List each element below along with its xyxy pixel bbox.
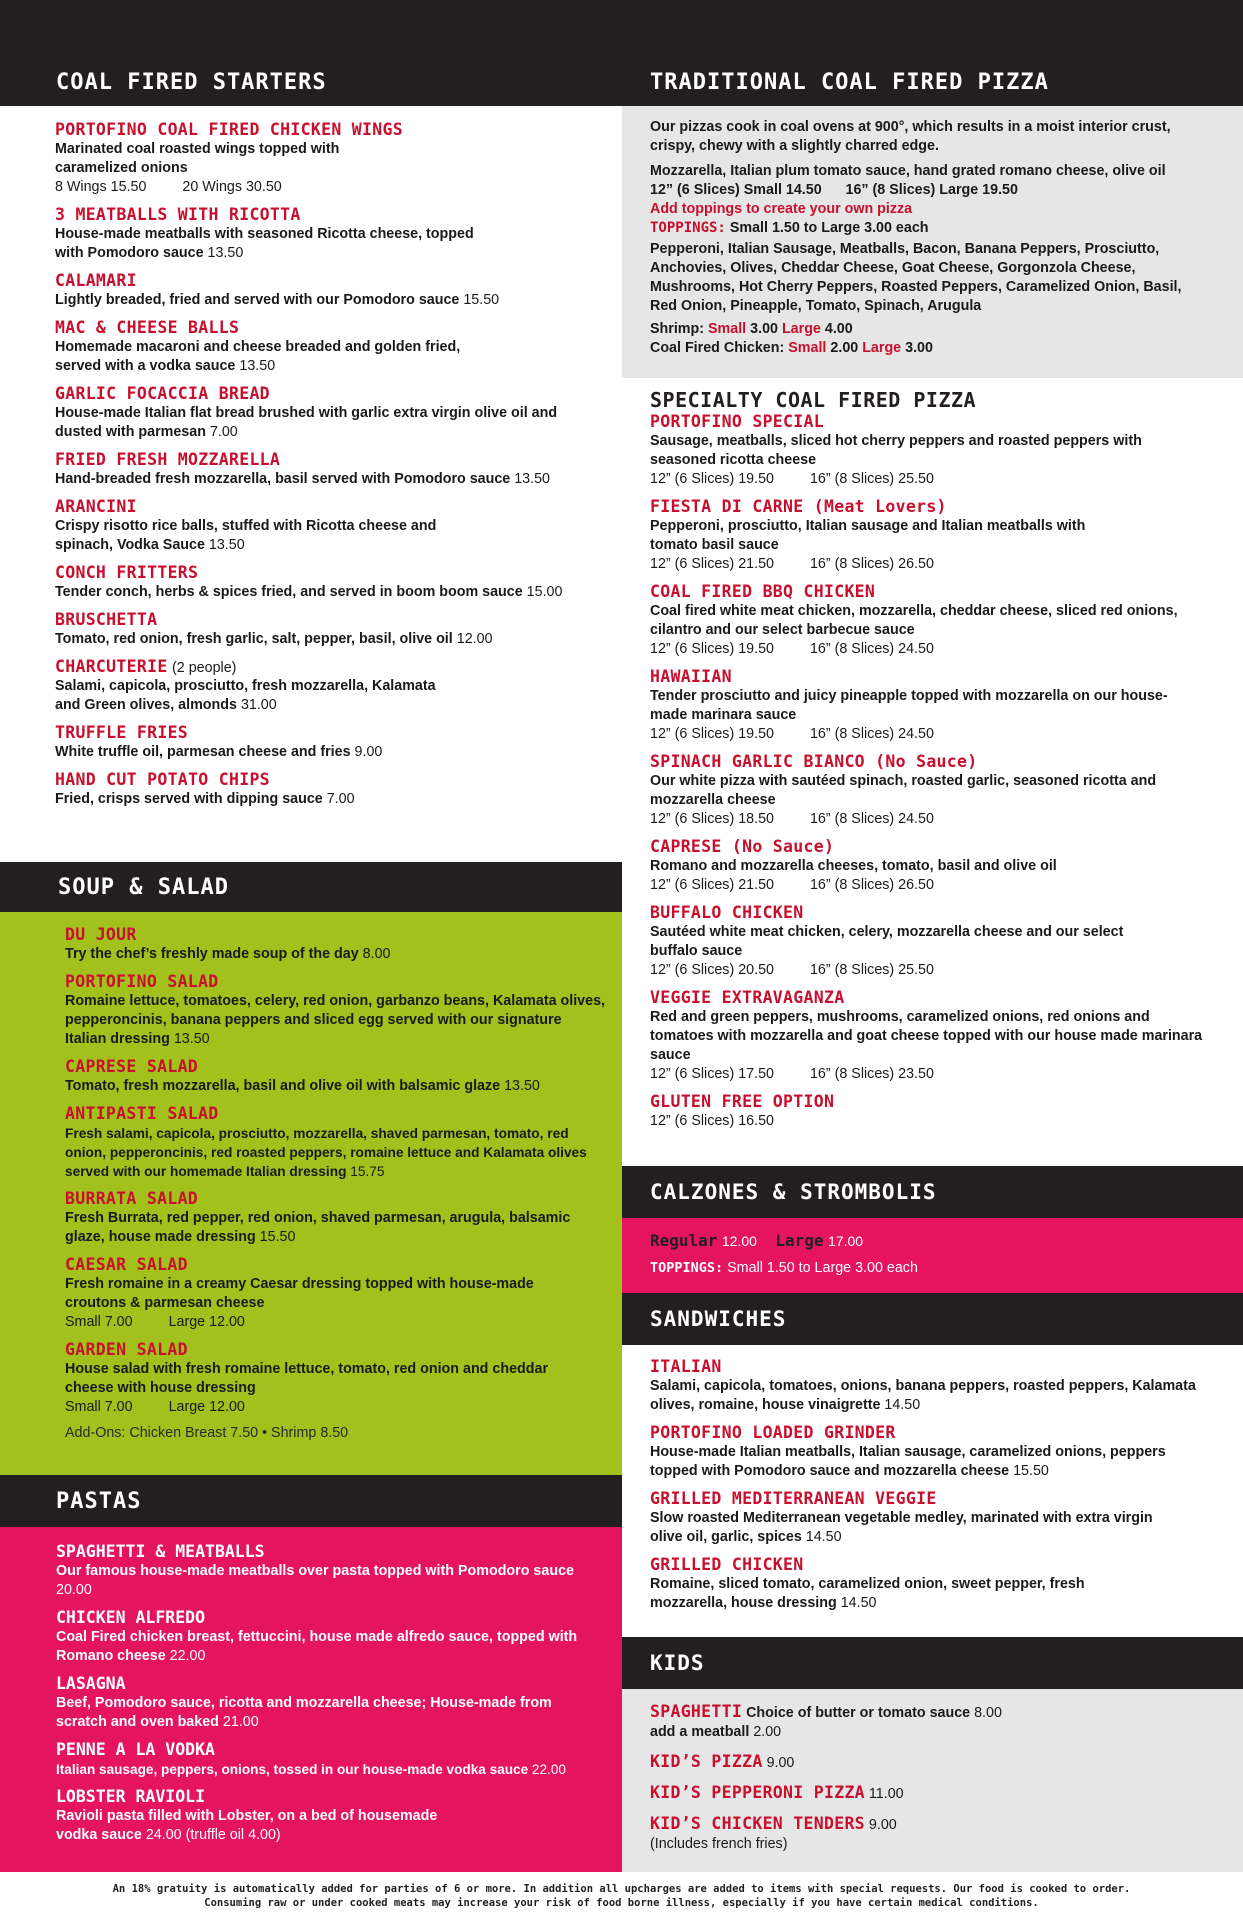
item-name: CAPRESE SALAD: [65, 1057, 199, 1076]
item-price: 11.00: [868, 1786, 904, 1802]
menu-item: [650, 582, 1210, 659]
item-desc: Fried, crisps served with dipping sauce: [55, 791, 323, 807]
item-name: BURRATA SALAD: [65, 1189, 199, 1208]
item-price: 16” (8 Slices) 23.50: [809, 1066, 934, 1082]
menu-item: [55, 497, 615, 555]
item-price: 16” (8 Slices) 25.50: [809, 471, 934, 487]
menu-item: [650, 1357, 1210, 1415]
menu-item: [650, 1783, 1210, 1804]
size-label: Small: [788, 340, 827, 356]
price-value: 3.00: [750, 321, 778, 337]
item-price: 12” (6 Slices) 19.50: [650, 641, 774, 657]
item-name: GARDEN SALAD: [65, 1340, 188, 1359]
item-desc: Slow roasted Mediterranean vegetable medley, marinated with extra virgin olive oil, garlic, spices: [650, 1510, 1153, 1545]
item-desc: Romaine lettuce, tomatoes, celery, red onion, garbanzo beans, Kalamata olives, pepperoncinis, banana peppers and sliced egg served with our signature Italian dressing: [65, 993, 606, 1047]
price-value: 2.00: [830, 340, 859, 356]
shrimp-label: Shrimp:: [650, 321, 705, 337]
menu-item: [55, 384, 615, 442]
pizza-add-note: Add toppings to create your own pizza: [650, 201, 913, 217]
regular-label: Regular: [650, 1231, 718, 1250]
item-name: ANTIPASTI SALAD: [65, 1104, 219, 1123]
item-price: 8 Wings 15.50: [55, 179, 147, 195]
item-name: KID’S PEPPERONI PIZZA: [650, 1783, 865, 1802]
pastas-section: [56, 1542, 606, 1853]
menu-item: [56, 1674, 606, 1732]
item-desc: Tomato, red onion, fresh garlic, salt, pepper, basil, olive oil: [55, 631, 453, 647]
item-name: SPAGHETTI & MEATBALLS: [56, 1542, 265, 1561]
item-name: HAWAIIAN: [650, 667, 732, 686]
item-price: 13.50: [239, 358, 276, 374]
item-price: 13.50: [208, 537, 245, 553]
item-desc: Salami, capicola, prosciutto, fresh mozzarella, Kalamata and Green olives, almonds: [55, 678, 436, 713]
item-name: FIESTA DI CARNE (Meat Lovers): [650, 497, 947, 516]
menu-item: [56, 1740, 606, 1779]
item-desc: Tender conch, herbs & spices fried, and served in boom boom sauce: [55, 584, 523, 600]
item-price: 13.50: [207, 245, 244, 261]
menu-item: [55, 318, 615, 376]
item-price: 13.50: [514, 471, 551, 487]
item-desc: House-made Italian meatballs, Italian sausage, caramelized onions, peppers topped with Pomodoro sauce and mozzarella cheese: [650, 1444, 1166, 1479]
size-label: Large: [862, 340, 902, 356]
item-desc: Pepperoni, prosciutto, Italian sausage and Italian meatballs with tomato basil sauce: [650, 518, 1086, 553]
pizza-base: Mozzarella, Italian plum tomato sauce, hand grated romano cheese, olive oil: [650, 163, 1166, 179]
item-price: 21.00: [222, 1714, 259, 1730]
menu-item: [65, 1255, 605, 1332]
toppings-label: TOPPINGS:: [650, 1260, 724, 1276]
item-name: TRUFFLE FRIES: [55, 723, 189, 742]
item-price: 12.00: [456, 631, 493, 647]
item-price: 31.00: [240, 697, 277, 713]
menu-item: [650, 1489, 1210, 1547]
item-price: 15.75: [350, 1164, 385, 1179]
menu-item: [650, 903, 1210, 980]
specialty-title: SPECIALTY COAL FIRED PIZZA: [650, 388, 977, 412]
large-label: Large: [775, 1231, 824, 1250]
traditional-title: TRADITIONAL COAL FIRED PIZZA: [650, 70, 1049, 95]
chicken-label: Coal Fired Chicken:: [650, 340, 785, 356]
item-name: CHICKEN ALFREDO: [56, 1608, 206, 1627]
item-price: 9.00: [868, 1817, 897, 1833]
soup-salad-section: [65, 925, 605, 1441]
item-name: CHARCUTERIE: [55, 657, 168, 676]
item-sub: add a meatball: [650, 1724, 750, 1740]
item-desc: Romaine, sliced tomato, caramelized onion, sweet pepper, fresh mozzarella, house dressing: [650, 1576, 1085, 1611]
item-name: COAL FIRED BBQ CHICKEN: [650, 582, 876, 601]
item-desc: House salad with fresh romaine lettuce, tomato, red onion and cheddar cheese with house dressing: [65, 1361, 549, 1396]
item-name: CAPRESE (No Sauce): [650, 837, 835, 856]
item-name: PORTOFINO LOADED GRINDER: [650, 1423, 896, 1442]
item-name: CONCH FRITTERS: [55, 563, 199, 582]
pizza-sizes: 12” (6 Slices) Small 14.50 16” (8 Slices) Large 19.50: [650, 182, 1018, 198]
large-price: 17.00: [828, 1233, 864, 1249]
item-price: 9.00: [766, 1755, 795, 1771]
specialty-section: [650, 412, 1210, 1139]
item-desc: Red and green peppers, mushrooms, caramelized onions, red onions and tomatoes with mozzarella and goat cheese topped with our house made marinara sauce: [650, 1009, 1203, 1063]
menu-item: [650, 1814, 1210, 1854]
item-price: 14.50: [805, 1529, 842, 1545]
toppings-list: Pepperoni, Italian Sausage, Meatballs, Bacon, Banana Peppers, Prosciutto, Anchovies, Olives, Cheddar Cheese, Goat Cheese, Gorgonzola Cheese, Mushrooms, Hot Cherry Peppers, Roasted Peppers, Caramelized Onion, Basil, Red Onion, Pineapple, Tomato, Spinach, Arugula: [650, 241, 1182, 314]
menu-item: [650, 1702, 1210, 1742]
kids-title: KIDS: [650, 1651, 705, 1675]
pizza-intro: Our pizzas cook in coal ovens at 900°, which results in a moist interior crust, crispy, chewy with a slightly charred edge.: [650, 119, 1171, 154]
item-desc: Crispy risotto rice balls, stuffed with Ricotta cheese and spinach, Vodka Sauce: [55, 518, 437, 553]
toppings-price: Small 1.50 to Large 3.00 each: [727, 1260, 918, 1276]
toppings-price: Small 1.50 to Large 3.00 each: [729, 220, 929, 236]
item-price: 16” (8 Slices) 24.50: [809, 726, 934, 742]
item-price: 8.00: [974, 1705, 1002, 1721]
item-price: 12” (6 Slices) 18.50: [650, 811, 774, 827]
item-price: 12” (6 Slices) 20.50: [650, 962, 774, 978]
item-desc: Coal Fired chicken breast, fettuccini, house made alfredo sauce, topped with Romano cheese: [56, 1629, 578, 1664]
item-name: GRILLED CHICKEN: [650, 1555, 804, 1574]
menu-item: [650, 837, 1210, 895]
item-price: 12” (6 Slices) 21.50: [650, 556, 774, 572]
item-name: GRILLED MEDITERRANEAN VEGGIE: [650, 1489, 937, 1508]
item-price: 16” (8 Slices) 26.50: [809, 556, 934, 572]
size-label: Small: [708, 321, 747, 337]
menu-item: [56, 1542, 606, 1600]
calzones-prices: [650, 1230, 918, 1279]
item-price: 16” (8 Slices) 24.50: [809, 811, 934, 827]
menu-item: [65, 972, 605, 1049]
menu-item: [55, 271, 615, 310]
item-name: ITALIAN: [650, 1357, 722, 1376]
kids-section: [650, 1702, 1210, 1862]
menu-item: [65, 1057, 605, 1096]
pastas-title: PASTAS: [56, 1489, 142, 1514]
item-desc: Fresh romaine in a creamy Caesar dressing topped with house-made croutons & parmesan cheese: [65, 1276, 534, 1311]
item-price: Large 12.00: [168, 1314, 245, 1330]
item-price: 16” (8 Slices) 25.50: [809, 962, 934, 978]
item-price: 16” (8 Slices) 26.50: [809, 877, 934, 893]
item-name: SPAGHETTI: [650, 1702, 743, 1721]
menu-item: [55, 723, 615, 762]
menu-item: [650, 1423, 1210, 1481]
item-name: BUFFALO CHICKEN: [650, 903, 804, 922]
item-price: 13.50: [504, 1078, 540, 1094]
item-price: 12” (6 Slices) 21.50: [650, 877, 774, 893]
menu-item: [650, 1752, 1210, 1773]
menu-item: [650, 497, 1210, 574]
chicken-price-row: [650, 339, 1200, 358]
item-price: 7.00: [326, 791, 355, 807]
item-name: CAESAR SALAD: [65, 1255, 188, 1274]
item-desc: Marinated coal roasted wings topped with caramelized onions: [55, 141, 340, 176]
item-price: 15.00: [526, 584, 563, 600]
item-name: GLUTEN FREE OPTION: [650, 1092, 835, 1111]
item-desc: Coal fired white meat chicken, mozzarella, cheddar cheese, sliced red onions, cilantro and our select barbecue sauce: [650, 603, 1178, 638]
footer-disclaimer: [0, 1882, 1243, 1910]
item-name: PORTOFINO SPECIAL: [650, 412, 824, 431]
sandwiches-title: SANDWICHES: [650, 1307, 787, 1331]
sandwiches-section: [650, 1357, 1210, 1621]
starters-title: COAL FIRED STARTERS: [56, 70, 327, 95]
item-price: 13.50: [173, 1031, 210, 1047]
item-desc: Salami, capicola, tomatoes, onions, banana peppers, roasted peppers, Kalamata olives, romaine, house vinaigrette: [650, 1378, 1196, 1413]
salad-addons: Add-Ons: Chicken Breast 7.50 • Shrimp 8.50: [65, 1425, 349, 1441]
kids-header: [622, 1637, 1243, 1689]
item-price: 7.00: [209, 424, 238, 440]
item-desc: Our white pizza with sautéed spinach, roasted garlic, seasoned ricotta and mozzarella cheese: [650, 773, 1157, 808]
item-name: LOBSTER RAVIOLI: [56, 1787, 206, 1806]
menu-item: [650, 1555, 1210, 1613]
item-price: 8.00: [362, 946, 391, 962]
item-name: MAC & CHEESE BALLS: [55, 318, 240, 337]
item-price: Large 12.00: [168, 1399, 245, 1415]
menu-item: [55, 610, 615, 649]
menu-item: [55, 563, 615, 602]
menu-item: [56, 1787, 606, 1845]
menu-item: [55, 770, 615, 809]
item-name: VEGGIE EXTRAVAGANZA: [650, 988, 845, 1007]
item-name: GARLIC FOCACCIA BREAD: [55, 384, 270, 403]
starters-section: [55, 120, 615, 817]
menu-item: [65, 925, 605, 964]
menu-item: [56, 1608, 606, 1666]
item-name: LASAGNA: [56, 1674, 126, 1693]
item-desc: Lightly breaded, fried and served with our Pomodoro sauce: [55, 292, 460, 308]
item-desc: Homemade macaroni and cheese breaded and golden fried, served with a vodka sauce: [55, 339, 461, 374]
item-price: 15.50: [463, 292, 500, 308]
item-name: BRUSCHETTA: [55, 610, 158, 629]
item-price: 20 Wings 30.50: [182, 179, 282, 195]
size-label: Large: [781, 321, 821, 337]
item-name: KID’S CHICKEN TENDERS: [650, 1814, 865, 1833]
item-desc: Ravioli pasta filled with Lobster, on a bed of housemade vodka sauce: [56, 1808, 438, 1843]
menu-item: [650, 667, 1210, 744]
item-price: 2.00: [753, 1724, 782, 1740]
item-name: PENNE A LA VODKA: [56, 1740, 215, 1759]
item-price: 22.00: [169, 1648, 206, 1664]
menu-item: [55, 657, 615, 715]
item-desc: White truffle oil, parmesan cheese and fries: [55, 744, 351, 760]
item-name: KID’S PIZZA: [650, 1752, 763, 1771]
item-price: 12” (6 Slices) 19.50: [650, 471, 774, 487]
item-desc: Tender prosciutto and juicy pineapple topped with mozzarella on our house-made marinara sauce: [650, 688, 1168, 723]
footer-line: Consuming raw or under cooked meats may increase your risk of food borne illness, especially if you have certain medical conditions.: [204, 1897, 1039, 1909]
menu-item: [65, 1340, 605, 1417]
menu-item: [650, 988, 1210, 1084]
item-desc: Italian sausage, peppers, onions, tossed in our house-made vodka sauce: [56, 1762, 529, 1777]
toppings-label: TOPPINGS:: [650, 220, 726, 236]
item-name: DU JOUR: [65, 925, 137, 944]
menu-item: [650, 752, 1210, 829]
item-price: 12” (6 Slices) 16.50: [650, 1113, 774, 1129]
menu-item: [55, 120, 615, 197]
item-name: PORTOFINO SALAD: [65, 972, 219, 991]
item-price: 12” (6 Slices) 17.50: [650, 1066, 774, 1082]
menu-item: [65, 1104, 605, 1181]
item-price: 20.00: [56, 1582, 92, 1598]
item-price: 14.50: [840, 1595, 877, 1611]
item-desc: Choice of butter or tomato sauce: [746, 1705, 971, 1721]
traditional-section: [650, 118, 1200, 358]
item-desc: Sausage, meatballs, sliced hot cherry peppers and roasted peppers with seasoned ricotta cheese: [650, 433, 1142, 468]
item-sub: (Includes french fries): [650, 1836, 788, 1852]
item-desc: Tomato, fresh mozzarella, basil and olive oil with balsamic glaze: [65, 1078, 501, 1094]
item-desc: Romano and mozzarella cheeses, tomato, basil and olive oil: [650, 858, 1057, 874]
item-price: 16” (8 Slices) 24.50: [809, 641, 934, 657]
item-name: 3 MEATBALLS WITH RICOTTA: [55, 205, 301, 224]
item-desc: Sautéed white meat chicken, celery, mozzarella cheese and our select buffalo sauce: [650, 924, 1124, 959]
item-note: (2 people): [172, 660, 237, 676]
item-desc: Try the chef’s freshly made soup of the day: [65, 946, 359, 962]
item-price: Small 7.00: [65, 1399, 133, 1415]
footer-line: An 18% gratuity is automatically added for parties of 6 or more. In addition all upcharges are added to items with special requests. Our food is cooked to order.: [112, 1883, 1131, 1895]
item-price: 22.00: [531, 1762, 566, 1777]
item-desc: House-made Italian flat bread brushed with garlic extra virgin olive oil and dusted with parmesan: [55, 405, 558, 440]
item-price: 15.50: [1013, 1463, 1049, 1479]
menu-item: [650, 412, 1210, 489]
price-value: 3.00: [905, 340, 933, 356]
item-name: FRIED FRESH MOZZARELLA: [55, 450, 281, 469]
item-desc: Beef, Pomodoro sauce, ricotta and mozzarella cheese; House-made from scratch and oven baked: [56, 1695, 552, 1730]
soup-salad-title: SOUP & SALAD: [58, 875, 229, 900]
item-name: HAND CUT POTATO CHIPS: [55, 770, 270, 789]
shrimp-price-row: [650, 320, 1200, 339]
item-price: 24.00 (truffle oil 4.00): [145, 1827, 281, 1843]
item-desc: House-made meatballs with seasoned Ricotta cheese, topped with Pomodoro sauce: [55, 226, 474, 261]
item-price: 9.00: [354, 744, 383, 760]
item-name: CALAMARI: [55, 271, 137, 290]
item-desc: Hand-breaded fresh mozzarella, basil served with Pomodoro sauce: [55, 471, 511, 487]
price-value: 4.00: [824, 321, 853, 337]
menu-item: [55, 205, 615, 263]
item-price: 14.50: [884, 1397, 921, 1413]
item-price: 15.50: [259, 1229, 296, 1245]
item-name: ARANCINI: [55, 497, 137, 516]
regular-price: 12.00: [721, 1233, 757, 1249]
item-name: PORTOFINO COAL FIRED CHICKEN WINGS: [55, 120, 403, 139]
item-desc: Fresh Burrata, red pepper, red onion, shaved parmesan, arugula, balsamic glaze, house made dressing: [65, 1210, 571, 1245]
calzones-title: CALZONES & STROMBOLIS: [650, 1180, 937, 1204]
item-name: SPINACH GARLIC BIANCO (No Sauce): [650, 752, 978, 771]
item-price: 12” (6 Slices) 19.50: [650, 726, 774, 742]
item-desc: Fresh salami, capicola, prosciutto, mozzarella, shaved parmesan, tomato, red onion, pepperoncinis, red roasted peppers, romaine lettuce and Kalamata olives served with our homemade Italian dressing: [65, 1126, 587, 1179]
menu-item: [55, 450, 615, 489]
menu-item: [650, 1092, 1210, 1131]
item-price: Small 7.00: [65, 1314, 133, 1330]
item-desc: Our famous house-made meatballs over pasta topped with Pomodoro sauce: [56, 1563, 574, 1579]
menu-item: [65, 1189, 605, 1247]
